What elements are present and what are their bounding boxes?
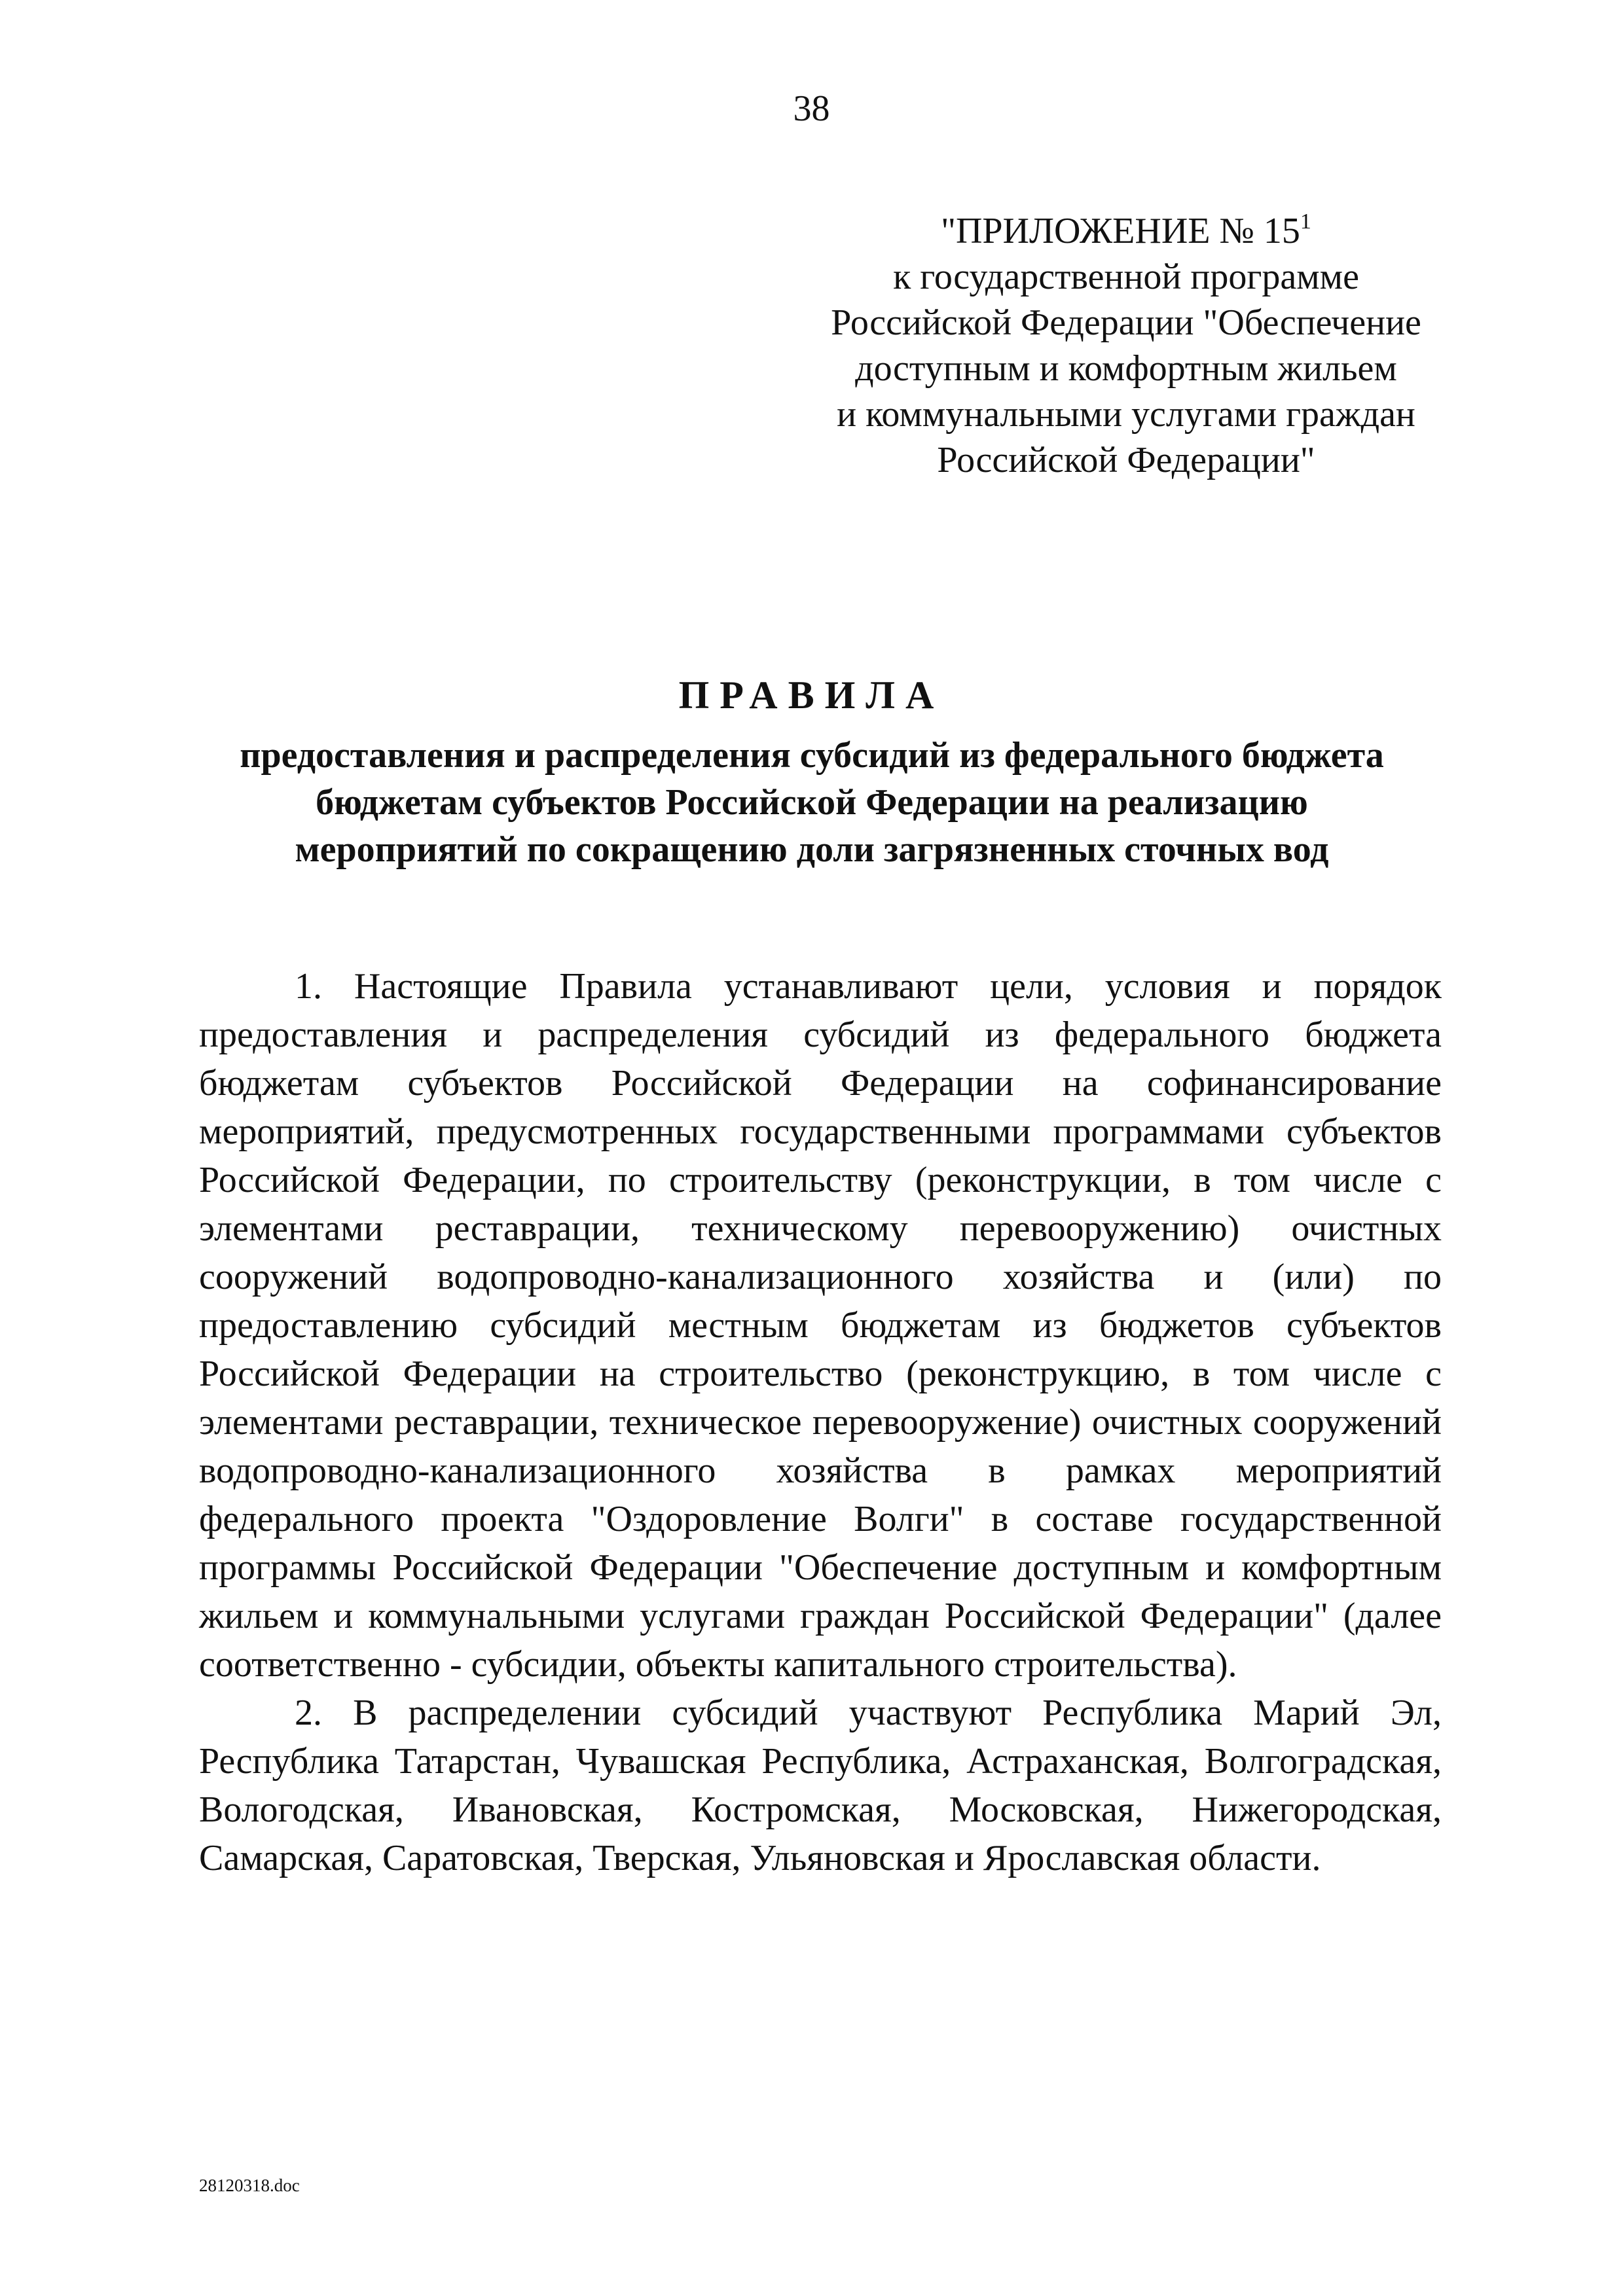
page-number: 38 [793, 88, 830, 129]
file-code: 28120318.doc [199, 2176, 300, 2195]
paragraph-2: 2. В распределении субсидий участвуют Республика Марий Эл, Республика Татарстан, Чувашская Республика, Астраханская, Волгоградская, Вологодская, Ивановская, Костромская, Московская, Нижегородская, Самарская, Саратовская, Тверская, Ульяновская и Ярославская области. [199, 1693, 1442, 1878]
document-title: ПРАВИЛА [678, 673, 945, 717]
appendix-line: Российской Федерации" [937, 440, 1315, 480]
appendix-title-superscript: 1 [1300, 209, 1311, 234]
appendix-line: доступным и комфортным жильем [855, 348, 1397, 389]
subtitle-line: бюджетам субъектов Российской Федерации на реализацию [316, 782, 1308, 823]
appendix-title-text: "ПРИЛОЖЕНИЕ № 15 [941, 211, 1300, 251]
paragraph-1: 1. Настоящие Правила устанавливают цели, условия и порядок предоставления и распределения субсидий из федерального бюджета бюджетам субъектов Российской Федерации на софинансирование мероприятий, предусмотренных государственными программами субъектов Российской Федерации, по строительству (реконструкции, в том числе с элементами реставрации, техническому перевооружению) очистных сооружений водопроводно-канализационного хозяйства и (или) по предоставлению субсидий местным бюджетам из бюджетов субъектов Российской Федерации на строительство (реконструкцию, в том числе с элементами реставрации, техническое перевооружение) очистных сооружений водопроводно-канализационного хозяйства в рамках мероприятий федерального проекта "Оздоровление Волги" в составе государственной программы Российской Федерации "Обеспечение доступным и комфортным жильем и коммунальными услугами граждан Российской Федерации" (далее соответственно - субсидии, объекты капитального строительства). [199, 966, 1442, 1685]
document-subtitle [170, 732, 1453, 873]
appendix-header [812, 208, 1440, 483]
appendix-line: к государственной программе [893, 257, 1359, 297]
appendix-title [812, 208, 1440, 254]
appendix-line: Российской Федерации "Обеспечение [831, 302, 1421, 343]
subtitle-line: мероприятий по сокращению доли загрязненных сточных вод [295, 829, 1329, 870]
subtitle-line: предоставления и распределения субсидий из федерального бюджета [240, 735, 1384, 776]
appendix-line: и коммунальными услугами граждан [837, 394, 1415, 435]
document-body [199, 962, 1442, 1882]
